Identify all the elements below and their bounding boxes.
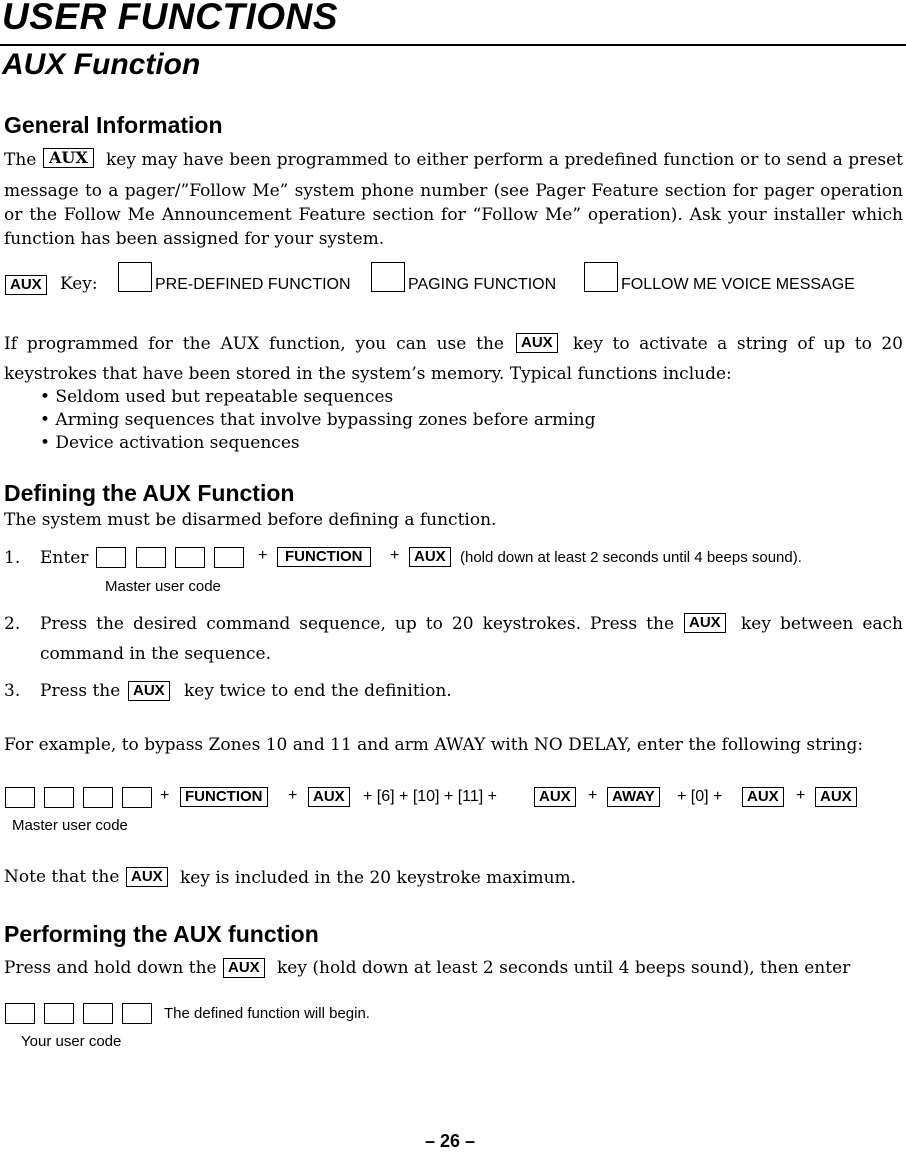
step2-start: Press the desired command sequence, up to 20 keystrokes. Press the [40, 614, 674, 634]
example-text: For example, to bypass Zones 10 and 11 and arm AWAY with NO DELAY, enter the following string: [4, 735, 864, 755]
plus-sign: + [390, 547, 400, 564]
page-number: – 26 – [425, 1131, 476, 1151]
away-key: AWAY [607, 787, 660, 807]
general-p1-line2: message to a pager/”Follow Me” system phone number (see Pager Feature section for pager operation [4, 181, 903, 201]
aux-key: AUX [5, 275, 47, 295]
aux-key: AUX [684, 613, 726, 633]
general-p2-line2: keystrokes that have been stored in the system’s memory. Typical functions include: [4, 364, 732, 384]
defining-intro: The system must be disarmed before defining a function. [4, 510, 497, 530]
code-digit-box[interactable] [122, 1003, 152, 1024]
note-end: key is included in the 20 keystroke maximum. [180, 868, 577, 888]
your-code-caption: Your user code [21, 1033, 122, 1050]
aux-key: AUX [409, 547, 451, 567]
step3-start: Press the [40, 681, 121, 701]
code-digit-box[interactable] [83, 787, 113, 808]
checkbox-follow-me[interactable] [584, 262, 618, 292]
code-digit-box[interactable] [96, 547, 126, 568]
step-number: 2. [4, 614, 21, 634]
code-digit-box[interactable] [83, 1003, 113, 1024]
plus-sign: + [258, 547, 268, 564]
aux-key: AUX [742, 787, 784, 807]
general-p1-start: The [4, 150, 37, 170]
bullet-item: • Device activation sequences [40, 433, 300, 453]
aux-key: AUX [43, 148, 94, 168]
aux-key: AUX [308, 787, 350, 807]
plus-sign: + [796, 787, 806, 804]
performing-heading: Performing the AUX function [4, 921, 319, 947]
option-follow-me: FOLLOW ME VOICE MESSAGE [621, 276, 855, 293]
option-predefined: PRE-DEFINED FUNCTION [155, 276, 351, 293]
step-number: 3. [4, 681, 21, 701]
page-title: USER FUNCTIONS [2, 0, 338, 37]
step1-enter: Enter [40, 548, 89, 568]
bullet-item: • Seldom used but repeatable sequences [40, 387, 394, 407]
key-label: Key: [60, 274, 98, 294]
performing-line-start: Press and hold down the [4, 958, 217, 978]
step1-hold-note: (hold down at least 2 seconds until 4 beeps sound). [460, 549, 802, 566]
code-digit-box[interactable] [136, 547, 166, 568]
aux-key: AUX [223, 958, 265, 978]
code-digit-box[interactable] [44, 1003, 74, 1024]
function-key: FUNCTION [277, 547, 371, 567]
step2-line2: command in the sequence. [40, 644, 272, 664]
performing-line-end: key (hold down at least 2 seconds until 4 beeps sound), then enter [277, 958, 851, 978]
plus-sign: + [160, 787, 170, 804]
title-divider [0, 44, 906, 46]
code-digit-box[interactable] [214, 547, 244, 568]
no-delay-sequence: + [0] + [677, 788, 723, 805]
note-start: Note that the [4, 867, 120, 887]
defining-heading: Defining the AUX Function [4, 480, 295, 506]
general-p2-start: If programmed for the AUX function, you can use the [4, 334, 504, 354]
option-paging: PAGING FUNCTION [408, 276, 557, 293]
general-p1-line4: function has been assigned for your system. [4, 229, 385, 249]
aux-key: AUX [126, 867, 168, 887]
section-title: AUX Function [2, 48, 201, 81]
step2-end: key between each [741, 614, 903, 634]
general-p2-end: key to activate a string of up to 20 [573, 334, 903, 354]
begin-text: The defined function will begin. [164, 1005, 370, 1022]
master-code-caption: Master user code [105, 578, 221, 595]
aux-key: AUX [815, 787, 857, 807]
zone-sequence: + [6] + [10] + [11] + [363, 788, 498, 805]
aux-key: AUX [534, 787, 576, 807]
step-number: 1. [4, 548, 21, 568]
code-digit-box[interactable] [44, 787, 74, 808]
aux-key: AUX [128, 681, 170, 701]
plus-sign: + [588, 787, 598, 804]
step3-end: key twice to end the definition. [184, 681, 452, 701]
bullet-item: • Arming sequences that involve bypassing zones before arming [40, 410, 596, 430]
plus-sign: + [288, 787, 298, 804]
code-digit-box[interactable] [122, 787, 152, 808]
checkbox-predefined[interactable] [118, 262, 152, 292]
general-heading: General Information [4, 112, 223, 138]
aux-key: AUX [516, 333, 558, 353]
checkbox-paging[interactable] [371, 262, 405, 292]
code-digit-box[interactable] [5, 1003, 35, 1024]
code-digit-box[interactable] [175, 547, 205, 568]
function-key: FUNCTION [180, 787, 268, 807]
general-p1-line1: key may have been programmed to either perform a predefined function or to send a preset [106, 150, 903, 170]
general-p1-line3: or the Follow Me Announcement Feature section for “Follow Me” operation). Ask your installer which [4, 205, 903, 225]
code-digit-box[interactable] [5, 787, 35, 808]
master-code-caption: Master user code [12, 817, 128, 834]
